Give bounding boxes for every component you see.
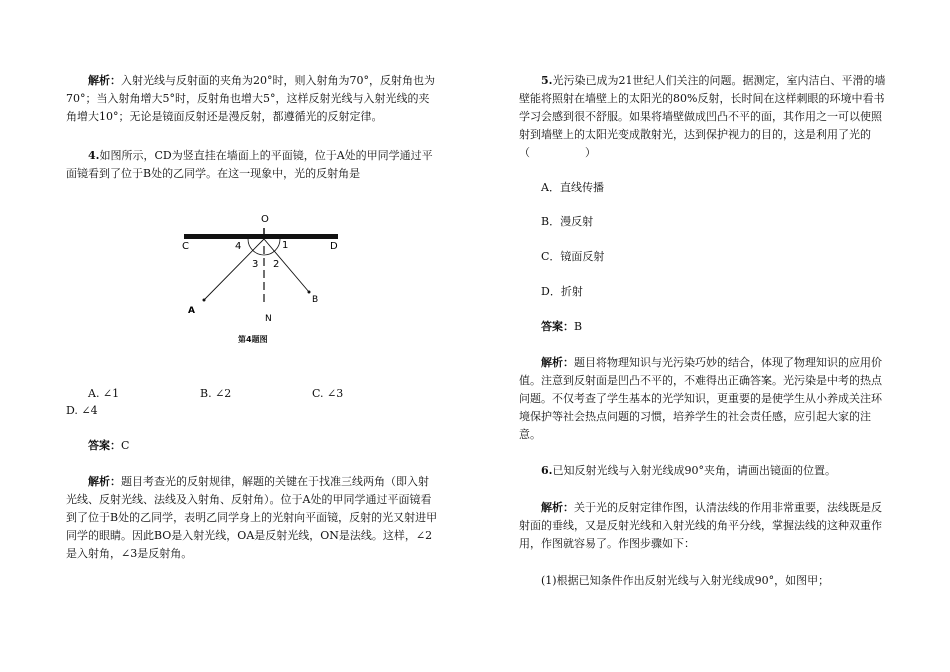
option-d: D．折射 <box>541 285 583 298</box>
q6-analysis <box>519 499 891 553</box>
q4-stem <box>66 147 438 183</box>
label-b: B <box>312 295 319 305</box>
mirror-reflection-figure <box>176 208 346 328</box>
point-a <box>203 299 206 302</box>
option-a: A．直线传播 <box>541 181 604 194</box>
analysis-text: 题目考查光的反射规律，解题的关键在于找准三线两角（即入射光线、反射光线、法线及入射角、反射角）。位于A处的甲同学通过平面镜看到了位于B处的乙同学，表明乙同学身上的光射向平面镜，反射的光又射进甲同学的眼睛。因此BO是入射光线，OA是反射光线，ON是法线。这样，∠2是入射角，∠3是反射角。 <box>66 475 438 560</box>
mirror-cd <box>184 234 338 239</box>
label-angle-2: 2 <box>273 259 280 270</box>
label-a: A <box>188 306 195 316</box>
analysis-label: 解析： <box>88 475 121 488</box>
answer-label: 答案： <box>541 320 574 333</box>
question-number: 6. <box>541 464 553 477</box>
q6-step-1: (1)根据已知条件作出反射光线与入射光线成90°，如图甲； <box>541 574 830 587</box>
q4-analysis <box>66 473 438 563</box>
analysis-text: 题目将物理知识与光污染巧妙的结合，体现了物理知识的应用价值。注意到反射面是凹凸不平的，不难得出正确答案。光污染是中考的热点问题。不仅考查了学生基本的光学知识，更重要的是使学生从小养成关注环境保护等社会热点问题的习惯，培养学生的社会责任感，应引起大家的注意。 <box>519 356 882 441</box>
option-c: C. ∠3 <box>312 387 344 400</box>
q3-analysis <box>66 72 438 126</box>
question-stem: 光污染已成为21世纪人们关注的问题。据测定，室内洁白、平滑的墙壁能将照射在墙壁上的太阳光的80%反射，长时间在这样刺眼的环境中看书学习会感到很不舒服。如果将墙壁做成凹凸不平的面，其作用之一可以使照射到墙壁上的太阳光变成散射光，达到保护视力的目的，这是利用了光的（ ） <box>519 74 886 159</box>
q6-stem <box>519 462 891 480</box>
question-stem: 已知反射光线与入射光线成90°夹角，请画出镜面的位置。 <box>552 464 836 477</box>
label-angle-1: 1 <box>282 240 289 251</box>
analysis-label: 解析： <box>88 74 121 87</box>
answer-value: B <box>574 320 583 333</box>
option-b: B．漫反射 <box>541 215 594 228</box>
question-number: 5. <box>541 74 553 87</box>
question-number: 4. <box>88 149 100 162</box>
option-c: C．镜面反射 <box>541 250 605 263</box>
q5-stem <box>519 72 891 162</box>
label-c: C <box>182 241 189 252</box>
q5-analysis <box>519 354 891 444</box>
option-d: D. ∠4 <box>66 404 98 417</box>
label-o: O <box>261 214 269 225</box>
q5-answer <box>519 318 891 336</box>
label-n: N <box>265 314 272 324</box>
answer-label: 答案： <box>88 439 121 452</box>
q4-answer <box>66 437 438 455</box>
option-a: A. ∠1 <box>88 387 120 400</box>
label-angle-4: 4 <box>235 241 242 252</box>
analysis-text: 关于光的反射定律作图，认清法线的作用非常重要，法线既是反射面的垂线，又是反射光线和入射光线的角平分线，掌握法线的这种双重作用，作图就容易了。作图步骤如下： <box>519 501 882 550</box>
analysis-text: 入射光线与反射面的夹角为20°时，则入射角为70°，反射角也为70°；当入射角增大5°时，反射角也增大5°，这样反射光线与入射光线的夹角增大10°；无论是镜面反射还是漫反射，都遵循光的反射定律。 <box>66 74 435 123</box>
question-stem: 如图所示，CD为竖直挂在墙面上的平面镜，位于A处的甲同学通过平面镜看到了位于B处的乙同学。在这一现象中，光的反射角是 <box>66 149 433 180</box>
analysis-label: 解析： <box>541 501 574 514</box>
analysis-label: 解析： <box>541 356 574 369</box>
option-b: B. ∠2 <box>200 387 232 400</box>
label-d: D <box>330 241 338 252</box>
point-b <box>308 291 311 294</box>
answer-value: C <box>121 439 130 452</box>
figure-caption: 第4题图 <box>238 335 268 344</box>
label-angle-3: 3 <box>252 259 259 270</box>
